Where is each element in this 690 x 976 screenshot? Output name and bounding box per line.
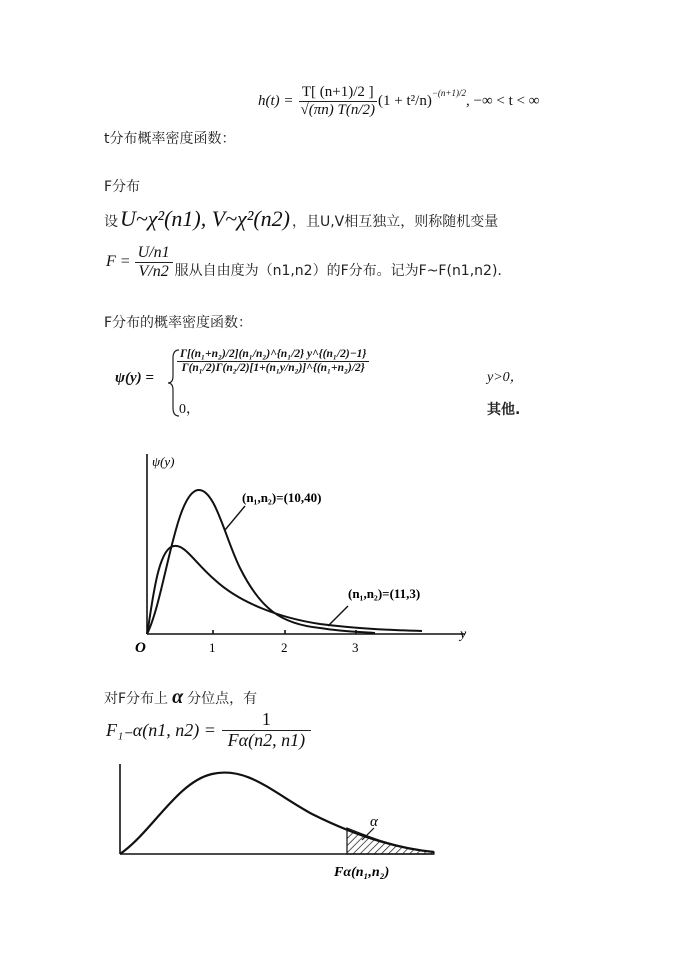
- x-tick-1: 1: [209, 640, 216, 655]
- quantile-intro: [104, 686, 257, 709]
- x-tick-3: 3: [352, 640, 359, 655]
- axes: [120, 764, 434, 854]
- f-fraction: [135, 244, 173, 280]
- f-statistic: [106, 244, 502, 280]
- f-pdf-label: F分布的概率密度函数：: [104, 315, 253, 331]
- annotation-leader-11-3: [328, 606, 348, 626]
- f-pdf-fraction: [177, 348, 369, 374]
- t-pdf-range: , −∞ < t < ∞: [465, 92, 540, 109]
- f-pdf-cond1: y>0，: [487, 370, 524, 385]
- f-suffix: 服从自由度为（n1,n2）的F分布。记为F~F(n1,n2).: [174, 263, 502, 280]
- origin-label: O: [135, 640, 146, 656]
- t-pdf-tail: (1 + t²/n): [378, 92, 432, 109]
- t-pdf-numerator: T[ (n+1)/2 ]: [299, 84, 377, 102]
- annotation-10-40: (n₁,n₂)=(10,40): [242, 490, 322, 505]
- f-pdf-cond2: 其他.: [487, 402, 521, 418]
- quantile-denominator: Fα(n2, n1): [227, 729, 306, 750]
- def-suffix: ，且U,V相互独立，则称随机变量: [291, 214, 499, 230]
- f-alpha-label: Fα(n₁,n₂): [334, 865, 390, 880]
- annotation-leader-10-40: [225, 506, 245, 530]
- t-pdf-label: t分布概率密度函数：: [104, 131, 236, 147]
- x-tick-2: 2: [281, 640, 288, 655]
- f-pdf-lhs: ψ(y) =: [115, 370, 154, 386]
- t-pdf-lhs: h(t) =: [258, 92, 294, 109]
- quantile-prefix: 对F分布上: [104, 691, 169, 707]
- f-heading: F分布: [104, 179, 141, 195]
- x-axis-label: y: [460, 627, 467, 642]
- f-quantile-chart: [112, 762, 442, 882]
- y-axis-label: ψ(y): [152, 454, 175, 469]
- f-pdf-formula: [115, 344, 535, 420]
- alpha-label: α: [370, 814, 378, 830]
- f-definition: [104, 206, 498, 232]
- f-pdf-numerator: Γ[(n₁+n₂)/2](n₁/n₂)^{n₁/2} y^{(n₁/2)−1}: [177, 348, 369, 362]
- density-curve: [120, 773, 434, 854]
- axes: [147, 454, 465, 634]
- f-pdf-zero: 0，: [179, 402, 200, 417]
- f-pdf-denominator: Γ(n₁/2)Γ(n₂/2)[1+(n₁y/n₂)]^{(n₁+n₂)/2}: [181, 361, 365, 374]
- t-pdf-denominator: √(πn) T(n/2): [300, 101, 376, 118]
- def-math: U~χ²(n1), V~χ²(n2): [120, 206, 290, 231]
- t-pdf-formula: [258, 84, 539, 118]
- f-lhs: F =: [106, 253, 131, 271]
- quantile-suffix: 分位点，有: [187, 691, 258, 707]
- t-pdf-fraction: [298, 84, 379, 118]
- quantile-formula: [106, 710, 311, 751]
- t-pdf-exponent: −(n+1)/2: [431, 88, 466, 98]
- f-denominator: V/n2: [138, 262, 169, 280]
- quantile-numerator: 1: [222, 710, 311, 731]
- def-prefix: 设: [104, 214, 118, 230]
- f-pdf-chart: [130, 448, 480, 658]
- quantile-fraction: [222, 710, 311, 751]
- f-numerator: U/n1: [135, 244, 173, 263]
- quantile-alpha: α: [172, 686, 184, 708]
- annotation-11-3: (n₁,n₂)=(11,3): [348, 586, 421, 601]
- quantile-lhs: F₁₋α(n1, n2) =: [106, 719, 216, 740]
